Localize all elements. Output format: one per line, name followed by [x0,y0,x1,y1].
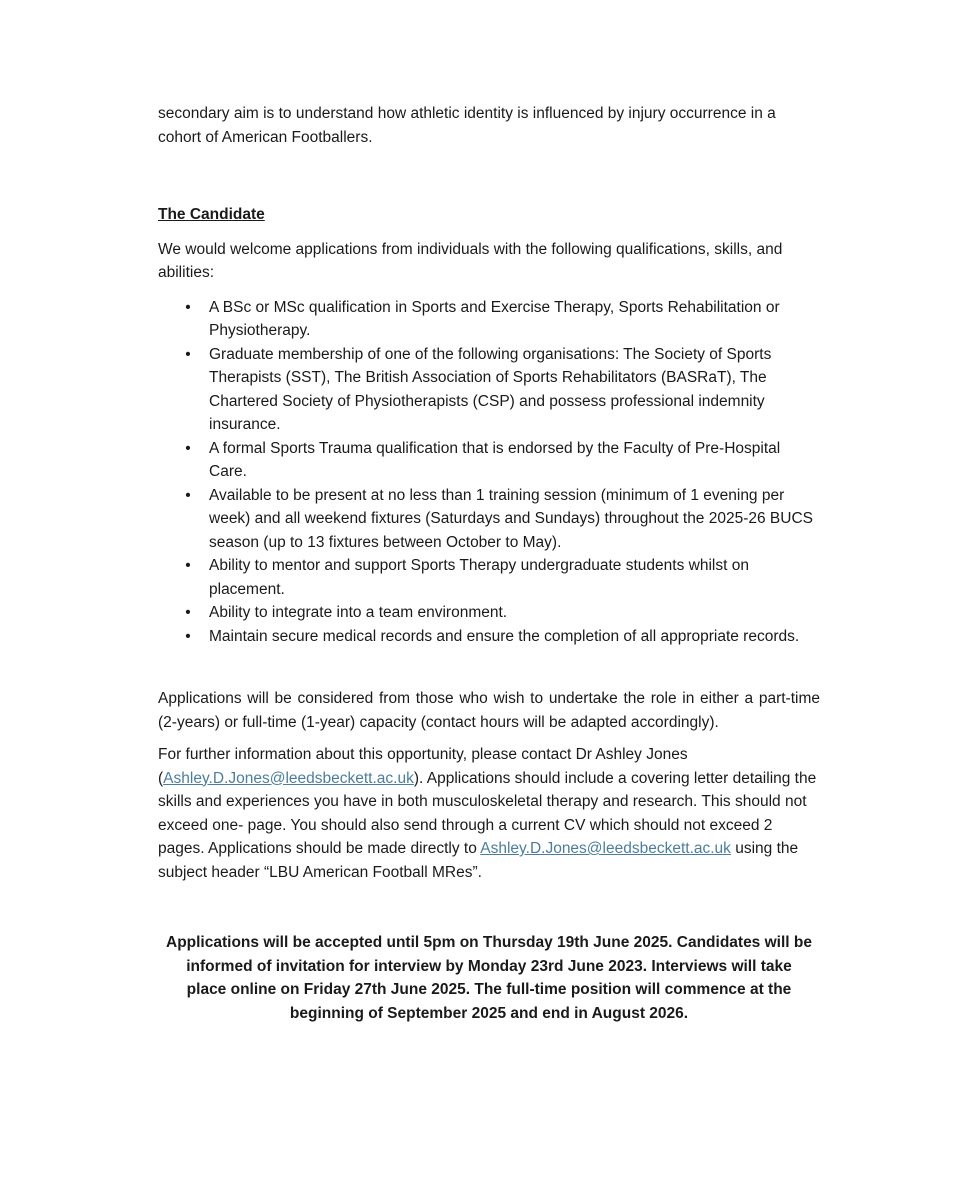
requirement-text: Ability to integrate into a team environment. [209,604,508,621]
requirement-text: Ability to mentor and support Sports Therapy undergraduate students whilst on placement. [209,557,749,598]
bullet-icon: • [185,345,191,363]
requirements-list [158,296,820,649]
email-link[interactable]: Ashley.D.Jones@leedsbeckett.ac.uk [163,769,414,787]
document-page [158,102,820,1025]
capacity-paragraph: Applications will be considered from those who wish to undertake the role in either a part-time (2-years) or full-time (1-year) capacity (contact hours will be adapted accordingly). [158,690,820,731]
list-item [185,601,820,625]
candidate-lead: We would welcome applications from individuals with the following qualifications, skills, and abilities: [158,240,783,281]
contact-text-end: using the subject header “LBU American Football MRes”. [158,840,799,881]
requirement-text: Maintain secure medical records and ensure the completion of all appropriate records. [209,627,800,645]
requirement-text: Graduate membership of one of the following organisations: The Society of Sports Therapists (SST), The British Association of Sports Rehabilitators (BASRaT), The Chartered Society of Physiotherapists (CSP) and possess professional indemnity insurance. [209,345,772,433]
bullet-icon: • [185,298,191,316]
email-link-secondary[interactable]: Ashley.D.Jones@leedsbeckett.ac.uk [480,840,731,857]
bullet-icon: • [185,557,191,574]
contact-paragraph [158,743,820,884]
bullet-icon: • [185,627,191,645]
deadline-notice: Applications will be accepted until 5pm on Thursday 19th June 2025. Candidates will be informed of invitation for interview by Monday 23rd June 2023. Interviews will take place online on Friday 27th June 2025. The full-time position will commence at the beginning of September 2025 and end in August 2026. [166,934,812,1022]
contact-text-start: For further information about this opportunity, please contact Dr Ashley Jones ( [158,746,688,787]
list-item [185,625,820,649]
requirement-text: A formal Sports Trauma qualification that is endorsed by the Faculty of Pre-Hospital Care. [209,439,781,480]
list-item [185,343,820,437]
contact-text-middle: ). Applications should include a covering letter detailing the skills and experiences you have in both musculoskeletal therapy and research. This should not exceed one- page. You should also send through a current CV which should not exceed 2 pages. Applications should be made directly to [158,769,817,857]
bullet-icon: • [185,486,191,504]
list-item [185,437,820,484]
bullet-icon: • [185,439,191,457]
list-item [185,484,820,555]
list-item [185,296,820,343]
bullet-icon: • [185,604,191,621]
requirement-text: Available to be present at no less than 1 training session (minimum of 1 evening per week) and all weekend fixtures (Saturdays and Sundays) throughout the 2025-26 BUCS season (up to 13 fixtures between October to May). [209,486,813,551]
requirement-text: A BSc or MSc qualification in Sports and Exercise Therapy, Sports Rehabilitation or Physiotherapy. [209,298,780,339]
candidate-heading: The Candidate [158,206,265,223]
intro-paragraph: secondary aim is to understand how athletic identity is influenced by injury occurrence in a cohort of American Footballers. [158,105,776,146]
list-item [185,554,820,601]
